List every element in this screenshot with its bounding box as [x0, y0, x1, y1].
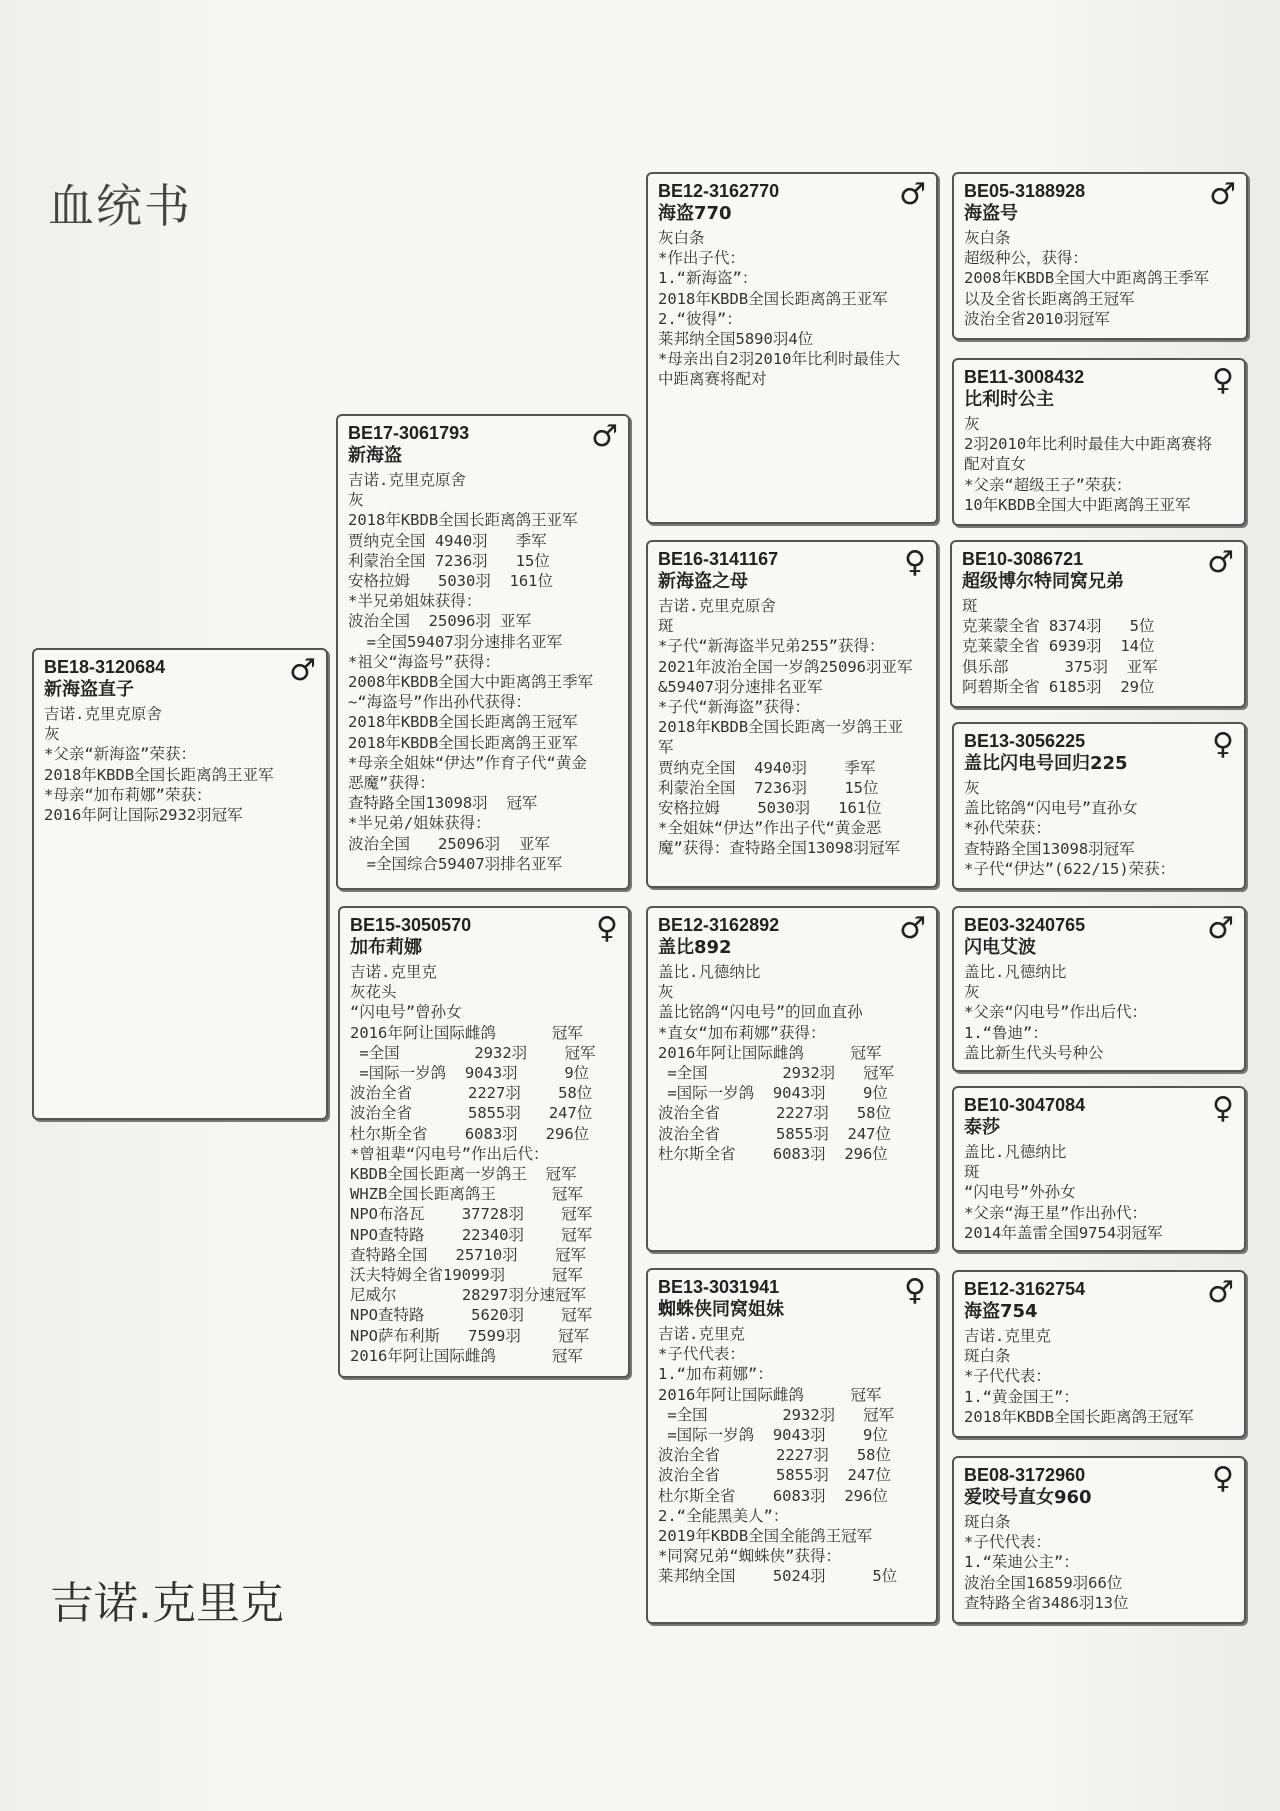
pedigree-line: 2008年KBDB全国大中距离鸽王季军 [348, 673, 594, 692]
pedigree-line: *子代“新海盗”获得： [658, 698, 810, 717]
pedigree-line: 杜尔斯全省 6083羽 296位 [350, 1124, 590, 1143]
pedigree-line: 查特路全国 25710羽 冠军 [350, 1245, 586, 1264]
pedigree-line: 1.“加布莉娜”： [658, 1365, 773, 1384]
pedigree-line: 2019年KBDB全国全能鸽王冠军 [658, 1527, 873, 1546]
ring-number: BE16-3141167 [658, 549, 779, 569]
pigeon-card-dam [338, 906, 630, 1378]
pedigree-line: 斑 [658, 617, 674, 636]
female-symbol-icon: ♀ [1212, 1091, 1234, 1126]
pedigree-line: 俱乐部 375羽 亚军 [962, 657, 1158, 676]
pedigree-line: 灰 [964, 415, 980, 433]
pigeon-name: 海盗754 [964, 1301, 1038, 1322]
male-symbol-icon: ♂ [289, 653, 316, 688]
pigeon-card-dam-sire [646, 906, 938, 1252]
ring-number: BE10-3047084 [964, 1095, 1086, 1115]
pigeon-name: 比利时公主 [964, 389, 1054, 410]
pedigree-line: 中距离赛将配对 [658, 370, 767, 389]
pedigree-line: 斑 [964, 1163, 980, 1182]
ring-number: BE13-3056225 [964, 731, 1086, 751]
pedigree-line: =全国59407羽分速排名亚军 [348, 632, 563, 651]
pedigree-line: 超级种公，获得： [964, 249, 1089, 268]
pigeon-name: 海盗号 [964, 203, 1018, 224]
female-symbol-icon: ♀ [1212, 1461, 1234, 1496]
pedigree-line: WHZB全国长距离鸽王 冠军 [350, 1185, 583, 1204]
pedigree-line: 2018年KBDB全国长距离鸽王亚军 [658, 289, 888, 308]
pedigree-line: 2008年KBDB全国大中距离鸽王季军 [964, 269, 1210, 288]
pedigree-line: 2018年KBDB全国长距离一岁鸽王亚 [658, 718, 904, 737]
pedigree-line: 沃夫特姆全省19099羽 冠军 [350, 1266, 583, 1285]
pedigree-line: ~“海盗号”作出孙代获得： [348, 693, 531, 712]
ring-number: BE12-3162892 [658, 915, 780, 935]
pedigree-line: 灰 [658, 983, 674, 1002]
pedigree-line: 灰白条 [658, 229, 705, 247]
ring-number: BE15-3050570 [350, 915, 472, 935]
female-symbol-icon: ♀ [1212, 363, 1234, 398]
pedigree-line: *子代“伊达”(622/15)荣获： [964, 859, 1176, 878]
pedigree-line: *同窝兄弟“蜘蛛侠”获得： [658, 1547, 841, 1566]
ring-number: BE08-3172960 [964, 1465, 1086, 1485]
pedigree-line: 2羽2010年比利时最佳大中距离赛将 [964, 435, 1213, 454]
male-symbol-icon: ♂ [1207, 545, 1234, 580]
pigeon-card-gen4-8 [952, 1456, 1246, 1624]
ring-number: BE12-3162770 [658, 181, 780, 201]
pedigree-line: 2016年阿让国际雌鸽 冠军 [658, 1043, 882, 1062]
pigeon-name: 泰莎 [964, 1117, 1000, 1138]
pedigree-line: *曾祖辈“闪电号”作出后代： [350, 1144, 549, 1163]
pigeon-name: 新海盗 [348, 445, 402, 466]
pedigree-line: 1.“鲁迪”： [964, 1023, 1048, 1042]
pedigree-line: =全国综合59407羽排名亚军 [348, 854, 563, 873]
pedigree-line: 1.“新海盗”： [658, 269, 758, 288]
male-symbol-icon: ♂ [899, 911, 926, 946]
pedigree-line: 波治全省 2227羽 58位 [658, 1104, 891, 1123]
pedigree-line: 1.“黄金国王”： [964, 1387, 1079, 1406]
ring-number: BE17-3061793 [348, 423, 470, 443]
pedigree-line: 2014年盖雷全国9754羽冠军 [964, 1223, 1163, 1242]
pedigree-line: *子代代表： [658, 1345, 745, 1364]
male-symbol-icon: ♂ [899, 177, 926, 212]
pigeon-card-gen4-1 [952, 172, 1248, 340]
pigeon-name: 爱咬号直女960 [964, 1487, 1092, 1508]
pedigree-line: 利蒙治全国 7236羽 15位 [658, 778, 879, 797]
pedigree-line: &59407羽分速排名亚军 [658, 677, 823, 696]
pigeon-name: 盖比892 [658, 937, 732, 958]
pigeon-card-subject [32, 648, 328, 1120]
pedigree-line: 波治全省2010羽冠军 [964, 309, 1110, 328]
male-symbol-icon: ♂ [1207, 911, 1234, 946]
pigeon-card-gen4-6 [952, 1086, 1246, 1252]
pigeon-name: 超级博尔特同窝兄弟 [962, 571, 1124, 592]
pedigree-line: NPO布洛瓦 37728羽 冠军 [350, 1205, 593, 1224]
pedigree-line: *母亲“加布莉娜”荣获： [44, 785, 212, 804]
pedigree-line: 盖比铭鸽“闪电号”的回血直孙 [658, 1003, 863, 1022]
male-symbol-icon: ♂ [1207, 1275, 1234, 1310]
pigeon-name: 蜘蛛侠同窝姐妹 [658, 1299, 784, 1320]
pigeon-card-dam-dam [646, 1268, 938, 1624]
pigeon-card-gen4-7 [952, 1270, 1246, 1438]
document-title: 血统书 [48, 179, 192, 233]
pedigree-line: 恶魔”获得： [348, 774, 435, 793]
pedigree-line: 10年KBDB全国大中距离鸽王亚军 [964, 495, 1191, 514]
pedigree-line: 配对直女 [964, 455, 1027, 474]
pedigree-line: 斑 [962, 597, 978, 615]
female-symbol-icon: ♀ [904, 545, 926, 580]
pedigree-line: =全国 2932羽 冠军 [350, 1043, 596, 1062]
pigeon-name: 闪电艾波 [964, 937, 1036, 958]
pedigree-line: 灰 [44, 725, 60, 744]
pedigree-line: 波治全国16859羽66位 [964, 1573, 1123, 1592]
pedigree-line: 贾纳克全国 4940羽 季军 [348, 531, 547, 550]
ring-number: BE12-3162754 [964, 1279, 1086, 1299]
pedigree-line: 吉诺.克里克原舍 [348, 471, 466, 489]
pigeon-card-sire-sire [646, 172, 938, 524]
pedigree-line: 2016年阿让国际雌鸽 冠军 [350, 1023, 583, 1042]
female-symbol-icon: ♀ [1212, 727, 1234, 762]
ring-number: BE05-3188928 [964, 181, 1086, 201]
pedigree-line: 波治全国 25096羽 亚军 [348, 834, 550, 853]
pedigree-line: 灰花头 [350, 983, 397, 1002]
pedigree-line: 查特路全国13098羽 冠军 [348, 794, 538, 813]
pedigree-line: 吉诺.克里克原舍 [658, 597, 776, 615]
pedigree-line: 1.“茱迪公主”： [964, 1553, 1079, 1572]
pedigree-line: 杜尔斯全省 6083羽 296位 [658, 1144, 888, 1163]
pedigree-line: NPO查特路 5620羽 冠军 [350, 1306, 593, 1325]
loft-name: 吉诺.克里克 [50, 1578, 284, 1629]
pedigree-line: 2016年阿让国际雌鸽 冠军 [350, 1346, 583, 1365]
pedigree-line: *全姐妹“伊达”作出子代“黄金恶 [658, 819, 882, 838]
female-symbol-icon: ♀ [596, 911, 618, 946]
pedigree-line: 以及全省长距离鸽王冠军 [964, 289, 1135, 308]
pedigree-line: 波治全省 5855羽 247位 [658, 1124, 891, 1143]
male-symbol-icon: ♂ [591, 419, 618, 454]
pedigree-line: *作出子代： [658, 249, 745, 268]
pedigree-line: 盖比新生代头号种公 [964, 1043, 1104, 1062]
pedigree-line: NPO查特路 22340羽 冠军 [350, 1225, 593, 1244]
pedigree-line: *子代代表： [964, 1533, 1051, 1552]
pedigree-line: 盖比.凡德纳比 [964, 963, 1067, 981]
pedigree-line: 波治全省 2227羽 58位 [658, 1446, 891, 1465]
pedigree-line: 波治全国 25096羽 亚军 [348, 612, 532, 631]
pedigree-line: 杜尔斯全省 6083羽 296位 [658, 1486, 888, 1505]
pedigree-line: KBDB全国长距离一岁鸽王 冠军 [350, 1165, 577, 1184]
pedigree-line: *父亲“超级王子”荣获： [964, 475, 1132, 494]
pedigree-line: *孙代荣获： [964, 819, 1051, 838]
pedigree-line: 莱邦纳全国5890羽4位 [658, 330, 814, 349]
pedigree-line: *半兄弟/姐妹获得： [348, 814, 491, 833]
pedigree-line: *父亲“新海盗”荣获： [44, 745, 196, 764]
pigeon-name: 盖比闪电号回归225 [964, 753, 1128, 774]
pedigree-line: =国际一岁鸽 9043羽 9位 [350, 1064, 590, 1083]
pedigree-line: *祖父“海盗号”获得： [348, 652, 500, 671]
pedigree-line: *直女“加布莉娜”获得： [658, 1023, 826, 1042]
pedigree-line: 2016年阿让国际雌鸽 冠军 [658, 1385, 882, 1404]
pedigree-line: *半兄弟姐妹获得： [348, 592, 482, 611]
pedigree-line: 安格拉姆 5030羽 161位 [348, 572, 553, 591]
pedigree-line: 吉诺.克里克原舍 [44, 705, 162, 723]
pedigree-line: =全国 2932羽 冠军 [658, 1064, 895, 1083]
pedigree-line: 尼威尔 28297羽分速冠军 [350, 1286, 586, 1305]
pedigree-line: NPO萨布利斯 7599羽 冠军 [350, 1326, 590, 1345]
female-symbol-icon: ♀ [904, 1273, 926, 1308]
pedigree-line: 盖比铭鸽“闪电号”直孙女 [964, 799, 1138, 818]
pedigree-line: 2018年KBDB全国长距离鸽王冠军 [964, 1407, 1194, 1426]
ring-number: BE13-3031941 [658, 1277, 780, 1297]
pedigree-line: *母亲全姐妹“伊达”作育子代“黄金 [348, 753, 587, 772]
pedigree-line: 安格拉姆 5030羽 161位 [658, 799, 882, 818]
pedigree-line: 盖比.凡德纳比 [964, 1143, 1067, 1161]
pigeon-card-sire [336, 414, 630, 890]
pedigree-line: 2018年KBDB全国长距离鸽王亚军 [44, 765, 274, 784]
pedigree-line: 吉诺.克里克 [658, 1325, 745, 1343]
pedigree-line: “闪电号”外孙女 [964, 1183, 1076, 1202]
pedigree-line: =国际一岁鸽 9043羽 9位 [658, 1084, 888, 1103]
pigeon-name: 新海盗直子 [44, 679, 134, 700]
pigeon-card-gen4-5 [952, 906, 1246, 1072]
pigeon-name: 加布莉娜 [350, 937, 422, 958]
ring-number: BE11-3008432 [964, 367, 1085, 387]
pedigree-line: 2.“彼得”： [658, 309, 742, 328]
pedigree-line: 莱邦纳全国 5024羽 5位 [658, 1567, 898, 1586]
pigeon-card-sire-dam [646, 540, 938, 888]
pedigree-line: 查特路全国13098羽冠军 [964, 839, 1135, 858]
pedigree-line: 吉诺.克里克 [964, 1327, 1051, 1345]
pedigree-line: 灰 [348, 491, 364, 510]
pigeon-name: 海盗770 [658, 203, 732, 224]
pedigree-line: 利蒙治全国 7236羽 15位 [348, 551, 550, 570]
pedigree-line: 克莱蒙全省 6939羽 14位 [962, 637, 1155, 656]
pedigree-line: *母亲出自2羽2010年比利时最佳大 [658, 350, 900, 369]
pigeon-card-gen4-3 [950, 540, 1246, 708]
pedigree-line: 2018年KBDB全国长距离鸽王亚军 [348, 733, 578, 752]
pedigree-line: 盖比.凡德纳比 [658, 963, 761, 981]
pedigree-line: 阿碧斯全省 6185羽 29位 [962, 677, 1155, 696]
pedigree-line: 波治全省 2227羽 58位 [350, 1084, 593, 1103]
pedigree-line: 灰 [964, 983, 980, 1002]
ring-number: BE10-3086721 [962, 549, 1084, 569]
pedigree-line: 查特路全省3486羽13位 [964, 1593, 1129, 1612]
pedigree-line: 2018年KBDB全国长距离鸽王冠军 [348, 713, 578, 732]
pedigree-line: 2018年KBDB全国长距离鸽王亚军 [348, 511, 578, 530]
ring-number: BE18-3120684 [44, 657, 166, 677]
pedigree-line: 克莱蒙全省 8374羽 5位 [962, 617, 1155, 636]
pigeon-card-gen4-4 [952, 722, 1246, 890]
pedigree-line: 2.“全能黑美人”： [658, 1506, 789, 1525]
ring-number: BE03-3240765 [964, 915, 1086, 935]
pedigree-line: 贾纳克全国 4940羽 季军 [658, 758, 876, 777]
pedigree-line: 2021年波治全国一岁鸽25096羽亚军 [658, 657, 913, 676]
pedigree-line: 灰白条 [964, 229, 1011, 247]
pedigree-line: 灰 [964, 779, 980, 797]
pedigree-line: 吉诺.克里克 [350, 963, 437, 981]
pedigree-line: *子代“新海盗半兄弟255”获得： [658, 637, 885, 656]
pedigree-line: 斑白条 [964, 1513, 1011, 1531]
pedigree-line: *子代代表： [964, 1367, 1051, 1386]
male-symbol-icon: ♂ [1209, 177, 1236, 212]
pedigree-line: 斑白条 [964, 1347, 1011, 1366]
pedigree-line: *父亲“闪电号”作出后代： [964, 1003, 1147, 1022]
pedigree-line: =国际一岁鸽 9043羽 9位 [658, 1426, 888, 1445]
pedigree-line: “闪电号”曾孙女 [350, 1003, 462, 1022]
pedigree-line: 波治全省 5855羽 247位 [658, 1466, 891, 1485]
pedigree-line: 军 [658, 738, 674, 757]
pedigree-line: 2016年阿让国际2932羽冠军 [44, 806, 243, 825]
pigeon-name: 新海盗之母 [658, 571, 748, 592]
pedigree-line: 波治全省 5855羽 247位 [350, 1104, 593, 1123]
pedigree-line: *父亲“海王星”作出孙代： [964, 1203, 1147, 1222]
pedigree-line: 魔”获得：查特路全国13098羽冠军 [658, 839, 900, 858]
pedigree-line: =全国 2932羽 冠军 [658, 1405, 895, 1424]
pigeon-card-gen4-2 [952, 358, 1246, 526]
